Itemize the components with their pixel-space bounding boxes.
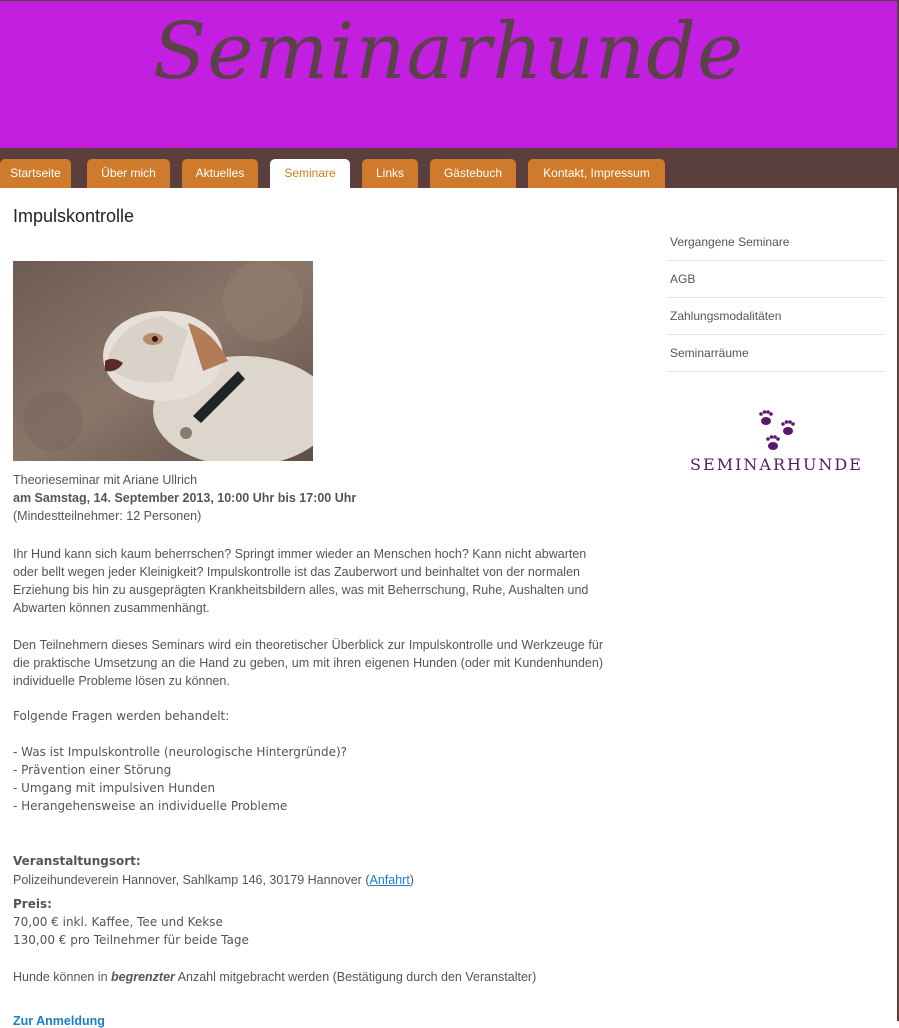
tab-seminare[interactable]: Seminare xyxy=(270,159,350,188)
dogs-note xyxy=(13,970,536,984)
sidebar-item-seminarraeume[interactable]: Seminarräume xyxy=(666,335,885,372)
dog-photo xyxy=(13,261,313,461)
intro-line-1: Theorieseminar mit Ariane Ullrich xyxy=(13,473,198,487)
tab-gaestebuch[interactable]: Gästebuch xyxy=(430,159,516,188)
dogs-note-emphasis: begrenzter xyxy=(111,970,175,984)
venue-text: Polizeihundeverein Hannover, Sahlkamp 146, 30179 Hannover ( xyxy=(13,873,370,887)
venue-label: Veranstaltungsort: xyxy=(13,854,141,868)
price-label: Preis: xyxy=(13,897,52,911)
list-item: - Was ist Impulskontrolle (neurologische Hintergründe)? xyxy=(13,745,348,759)
tab-kontakt-impressum[interactable]: Kontakt, Impressum xyxy=(528,159,665,188)
venue-address xyxy=(13,873,414,887)
tab-aktuelles[interactable]: Aktuelles xyxy=(182,159,258,188)
sidebar-item-agb[interactable]: AGB xyxy=(666,261,885,298)
directions-link[interactable]: Anfahrt xyxy=(369,873,410,887)
description-paragraph: Ihr Hund kann sich kaum beherrschen? Springt immer wieder an Menschen hoch? Kann nicht abwarten oder bellt wegen jeder Kleinigkeit? Impulskontrolle ist das Zauberwort und beinhaltet von der normalen Erziehung bis hin zu ausgeprägten Krankheitsbildern alles, was mit Beherrschung, Ruhe, Aushalten und Abwarten können zusammenhängt. xyxy=(13,547,589,615)
intro-min-participants: (Mindestteilnehmer: 12 Personen) xyxy=(13,509,202,523)
logo-text: SEMINARHUNDE xyxy=(690,455,863,474)
questions-heading: Folgende Fragen werden behandelt: xyxy=(13,709,230,723)
sidebar-item-zahlungsmodalitaeten[interactable]: Zahlungsmodalitäten xyxy=(666,298,885,335)
price-line-1: 70,00 € inkl. Kaffee, Tee und Kekse xyxy=(13,915,223,929)
sidebar-item-vergangene-seminare[interactable]: Vergangene Seminare xyxy=(666,224,885,261)
dogs-note-before: Hunde können in xyxy=(13,970,111,984)
tab-ueber-mich[interactable]: Über mich xyxy=(87,159,170,188)
sidebar-nav xyxy=(666,224,885,372)
registration-link[interactable]: Zur Anmeldung xyxy=(13,1014,105,1028)
site-header xyxy=(0,0,897,148)
main-navigation xyxy=(0,148,897,188)
paw-prints-icon xyxy=(684,405,869,455)
list-item: - Herangehensweise an individuelle Probleme xyxy=(13,799,288,813)
venue-close: ) xyxy=(409,873,414,887)
page-title: Impulskontrolle xyxy=(13,206,135,226)
list-item: - Prävention einer Störung xyxy=(13,763,172,777)
price-line-2: 130,00 € pro Teilnehmer für beide Tage xyxy=(13,933,249,947)
overview-paragraph: Den Teilnehmern dieses Seminars wird ein theoretischer Überblick zur Impulskontrolle und Werkzeuge für die praktische Umsetzung an die Hand zu geben, um mit ihren eigenen Hunden (oder mit Kundenhunden) individuelle Probleme lösen zu können. xyxy=(13,638,603,688)
site-title[interactable]: Seminarhunde xyxy=(152,7,745,97)
list-item: - Umgang mit impulsiven Hunden xyxy=(13,781,216,795)
dogs-note-after: Anzahl mitgebracht werden (Bestätigung durch den Veranstalter) xyxy=(174,970,537,984)
tab-startseite[interactable]: Startseite xyxy=(0,159,71,188)
intro-date: am Samstag, 14. September 2013, 10:00 Uhr bis 17:00 Uhr xyxy=(13,491,357,505)
seminarhunde-logo xyxy=(684,405,869,485)
tab-links[interactable]: Links xyxy=(362,159,418,188)
